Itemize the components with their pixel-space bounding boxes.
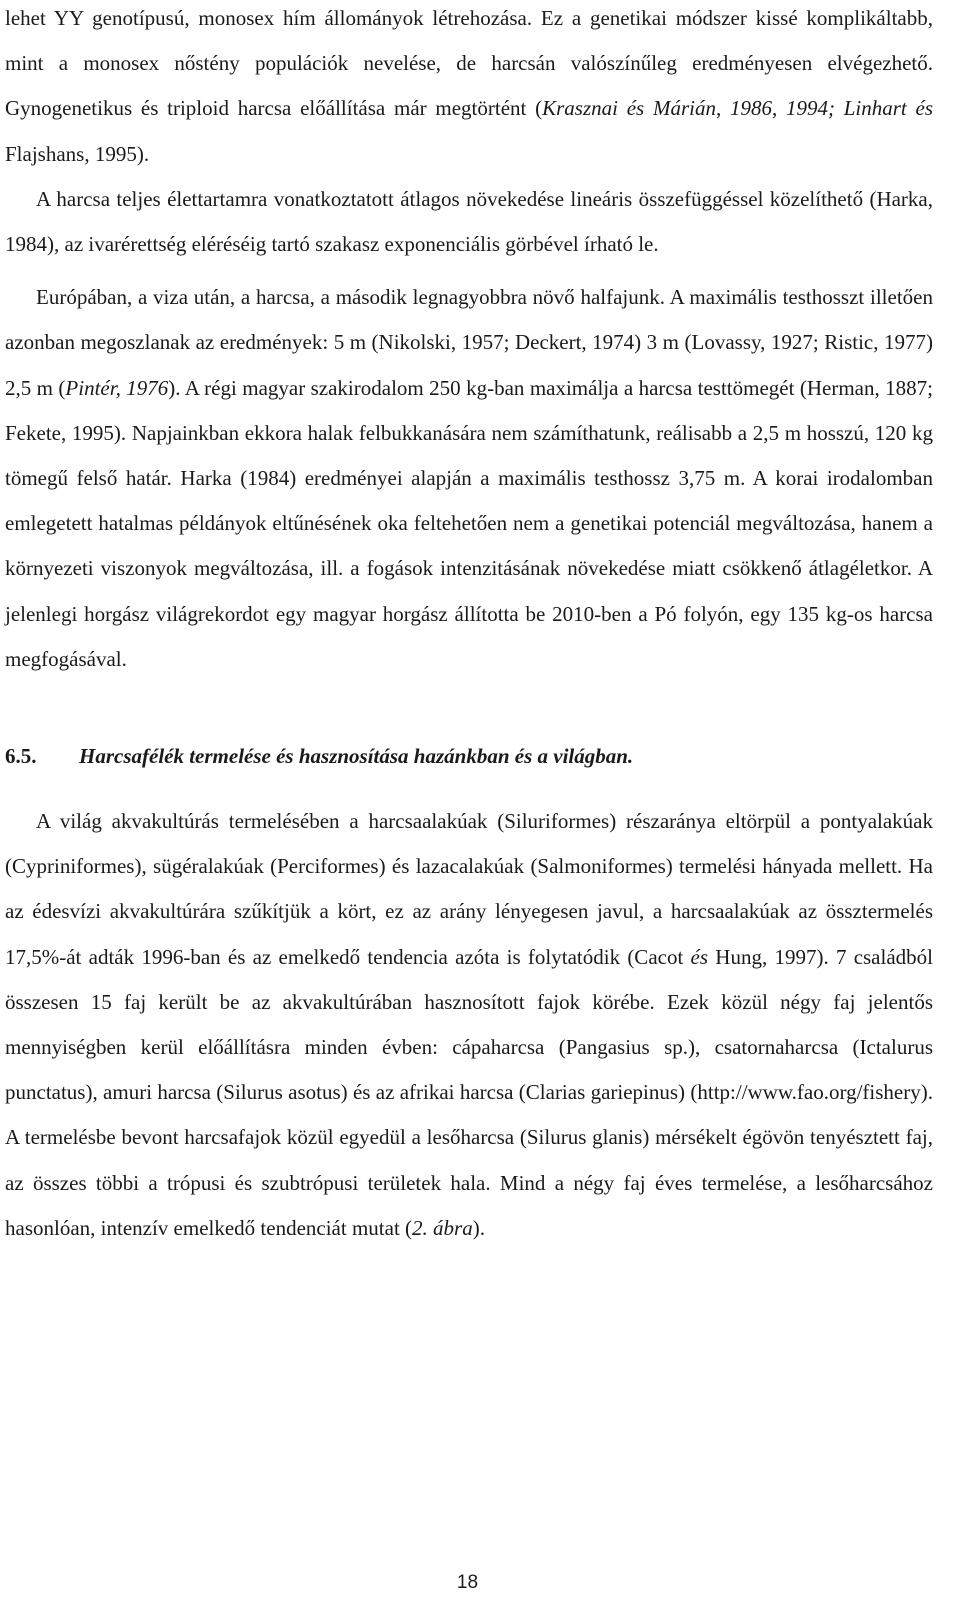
paragraph-text: Flajshans, 1995). [5, 141, 150, 166]
paragraph-aquaculture [5, 799, 933, 1251]
paragraph-text: ). A régi magyar szakirodalom 250 kg-ban maximálja a harcsa testtömegét (Herman, 1887; Fekete, 1995). Napjainkban ekkora halak felbukkanására nem számíthatunk, reálisabb a 2,5 m hosszú, 120 kg tömegű felső határ. Harka (1984) eredményei alapján a maximális testhossz 3,75 m. A korai irodalomban emlegetett hatalmas példányok eltűnésének oka feltehetően nem a genetikai potenciál megváltozása, hanem a környezeti viszonyok megváltozása, ill. a fogások intenzitásának növekedése miatt csökkenő átlagéletkor. A jelenlegi horgász világrekordot egy magyar horgász állította be 2010-ben a Pó folyón, egy 135 kg-os harcsa megfogásával. [5, 375, 933, 671]
figure-reference: 2. ábra [412, 1215, 473, 1240]
citation-italic: Pintér, 1976 [65, 375, 169, 400]
page-number: 18 [456, 1572, 479, 1593]
paragraph-text: Hung, 1997). 7 családból összesen 15 faj került be az akvakultúrában hasznosított fajok körébe. Ezek közül négy faj jelentős mennyiségben kerül előállításra minden évben: cápaharcsa (Pangasius sp.), csatornaharcsa (Ictalurus punctatus), amuri harcsa (Silurus asotus) és az afrikai harcsa (Clarias gariepinus) (http://www.fao.org/fishery). A termelésbe bevont harcsafajok közül egyedül a lesőharcsa (Silurus glanis) mérsékelt égövön tenyésztett faj, az összes többi a trópusi és szubtrópusi területek hala. Mind a négy faj éves termelése, a lesőharcsához hasonlóan, intenzív emelkedő tendenciát mutat ( [5, 944, 933, 1240]
paragraph-text: ). [472, 1215, 485, 1240]
document-page [5, 0, 933, 1251]
paragraph-text: Európában, a viza után, a harcsa, a második legnagyobbra növő halfajunk. A maximális testhosszt illetően azonban megoszlanak az eredmények: 5 m (Nikolski, 1957; Deckert, 1974) 3 m (Lovassy, 1927; Ristic, 1977) 2,5 m ( [5, 285, 933, 400]
section-heading [5, 734, 933, 779]
paragraph-maximum-size [5, 275, 933, 682]
section-title: Harcsafélék termelése és hasznosítása hazánkban és a világban. [79, 744, 634, 769]
citation-italic: és [690, 944, 709, 969]
paragraph-text: A világ akvakultúrás termelésében a harcsaalakúak (Siluriformes) részaránya eltörpül a pontyalakúak (Cypriniformes), sügéralakúak (Perciformes) és lazacalakúak (Salmoniformes) termelési hányada mellett. Ha az édesvízi akvakultúrára szűkítjük a kört, ez az arány lényegesen javul, a harcsaalakúak az össztermelés 17,5%-át adták 1996-ban és az emelkedő tendencia azóta is folytatódik (Cacot [5, 809, 933, 969]
paragraph-growth [5, 177, 933, 267]
paragraph-genetics [5, 0, 933, 177]
citation-italic: Krasznai és Márián, 1986, 1994; Linhart és [542, 96, 934, 121]
section-number: 6.5. [5, 744, 37, 769]
paragraph-text: A harcsa teljes élettartamra vonatkoztatott átlagos növekedése lineáris összefüggéssel közelíthető (Harka, 1984), az ivarérettség eléréséig tartó szakasz exponenciális görbével írható le. [5, 186, 933, 257]
paragraph-text: lehet YY genotípusú, monosex hím állományok létrehozása. Ez a genetikai módszer kissé komplikáltabb, mint a monosex nőstény populációk nevelése, de harcsán valószínűleg eredményesen elvégezhető. Gynogenetikus és triploid harcsa előállítása már megtörtént ( [5, 6, 933, 121]
